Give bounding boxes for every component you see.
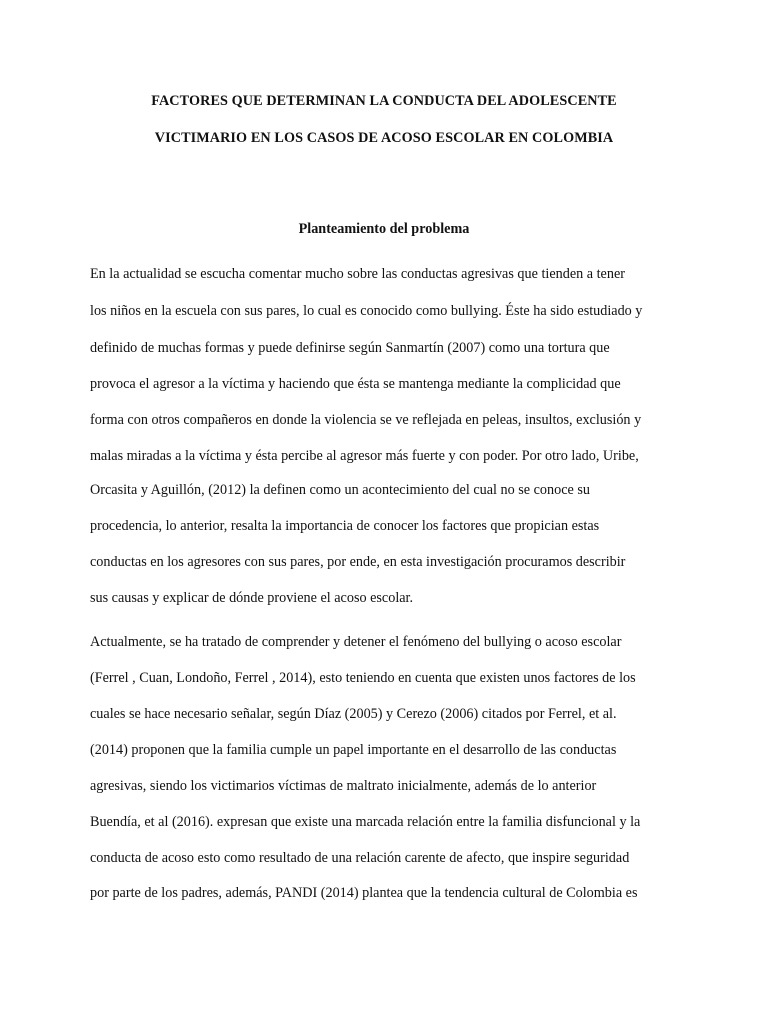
paragraph-line: definido de muchas formas y puede definirse según Sanmartín (2007) como una tortura que xyxy=(90,340,610,356)
paragraph-line: provoca el agresor a la víctima y haciendo que ésta se mantenga mediante la complicidad que xyxy=(90,376,621,392)
paragraph-line: conductas en los agresores con sus pares, por ende, en esta investigación procuramos describir xyxy=(90,554,626,570)
document-title-line-1: FACTORES QUE DETERMINAN LA CONDUCTA DEL ADOLESCENTE xyxy=(151,93,617,109)
paragraph-line: cuales se hace necesario señalar, según Díaz (2005) y Cerezo (2006) citados por Ferrel, et al. xyxy=(90,706,617,722)
paragraph-line: Orcasita y Aguillón, (2012) la definen como un acontecimiento del cual no se conoce su xyxy=(90,482,590,498)
paragraph-line: agresivas, siendo los victimarios víctimas de maltrato inicialmente, además de lo anterior xyxy=(90,778,597,794)
paragraph-line: forma con otros compañeros en donde la violencia se ve reflejada en peleas, insultos, exclusión y xyxy=(90,412,642,428)
paragraph-line: los niños en la escuela con sus pares, lo cual es conocido como bullying. Éste ha sido estudiado y xyxy=(90,303,643,319)
paragraph-line: malas miradas a la víctima y ésta percibe al agresor más fuerte y con poder. Por otro lado, Uribe, xyxy=(90,448,639,464)
section-heading: Planteamiento del problema xyxy=(298,221,470,237)
paragraph-line: conducta de acoso esto como resultado de una relación carente de afecto, que inspire seguridad xyxy=(90,850,630,866)
paragraph-line: En la actualidad se escucha comentar mucho sobre las conductas agresivas que tienden a tener xyxy=(90,266,625,282)
paragraph-line: Buendía, et al (2016). expresan que existe una marcada relación entre la familia disfuncional y la xyxy=(90,814,641,830)
paragraph-line: Actualmente, se ha tratado de comprender y detener el fenómeno del bullying o acoso escolar xyxy=(90,634,622,650)
paragraph-line: (2014) proponen que la familia cumple un papel importante en el desarrollo de las conductas xyxy=(90,742,617,758)
document-title-line-2: VICTIMARIO EN LOS CASOS DE ACOSO ESCOLAR EN COLOMBIA xyxy=(154,130,614,146)
paragraph-line: sus causas y explicar de dónde proviene el acoso escolar. xyxy=(90,590,414,606)
paragraph-line: procedencia, lo anterior, resalta la importancia de conocer los factores que propician estas xyxy=(90,518,600,534)
paragraph-line: por parte de los padres, además, PANDI (2014) plantea que la tendencia cultural de Colombia es xyxy=(90,885,638,901)
paragraph-line: (Ferrel , Cuan, Londoño, Ferrel , 2014), esto teniendo en cuenta que existen unos factores de los xyxy=(90,670,636,686)
